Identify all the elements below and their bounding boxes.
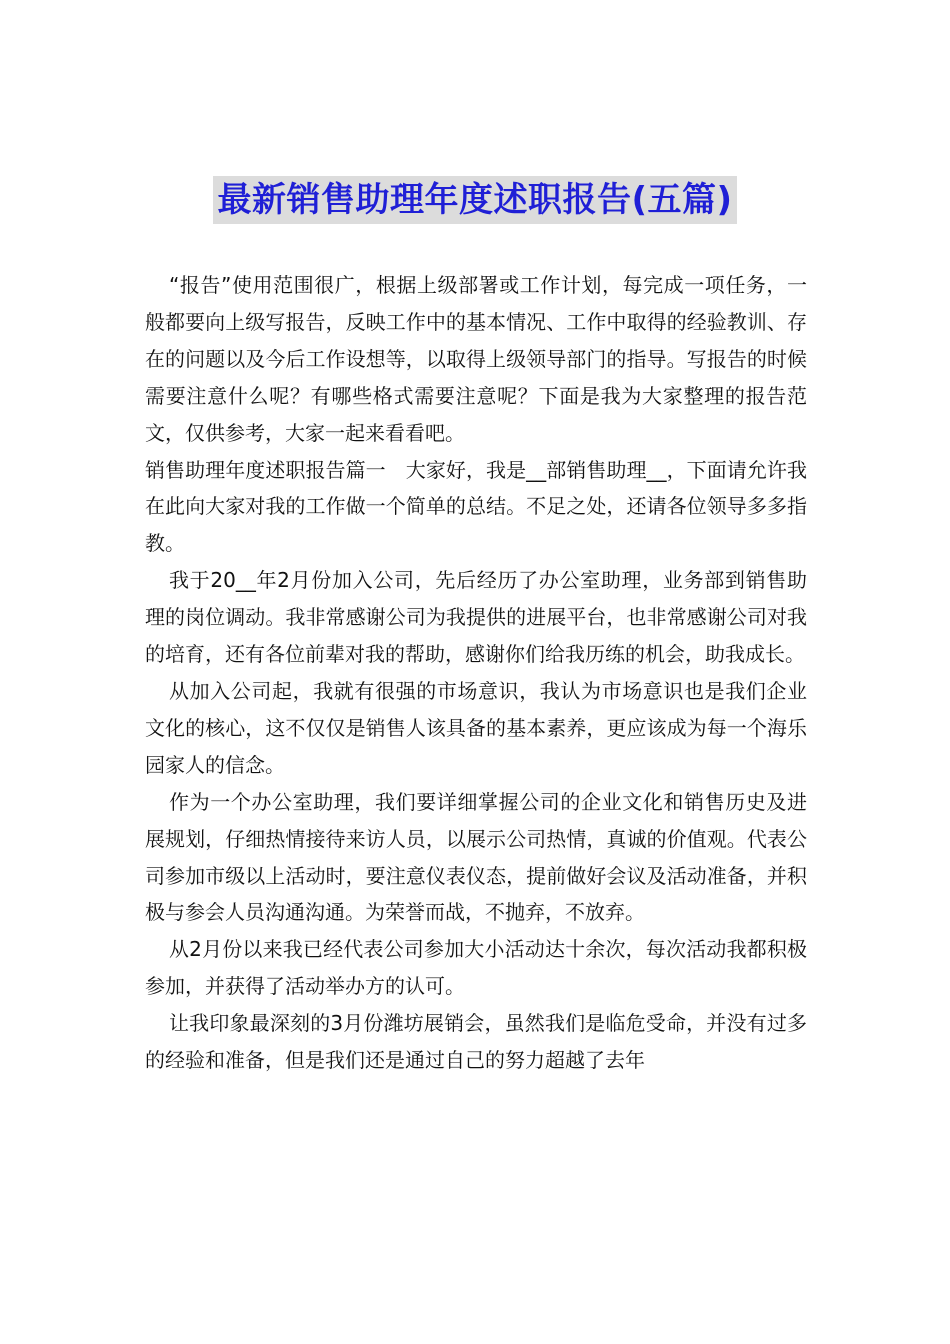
paragraph-intro: “报告”使用范围很广，根据上级部署或工作计划，每完成一项任务，一般都要向上级写报告，反映工作中的基本情况、工作中取得的经验教训、存在的问题以及今后工作设想等，以取得上级领导部门的指导。写报告的时候需要注意什么呢？有哪些格式需要注意呢？下面是我为大家整理的报告范文，仅供参考，大家一起来看看吧。	[145, 273, 807, 445]
paragraph-joining: 我于20__年2月份加入公司，先后经历了办公室助理，业务部到销售助理的岗位调动。我非常感谢公司为我提供的进展平台，也非常感谢公司对我的培育，还有各位前辈对我的帮助，感谢你们给我历练的机会，助我成长。	[145, 568, 807, 667]
paragraph-office-assistant: 作为一个办公室助理，我们要详细掌握公司的企业文化和销售历史及进展规划，仔细热情接待来访人员，以展示公司热情，真诚的价值观。代表公司参加市级以上活动时，要注意仪表仪态，提前做好会议及活动准备，并积极与参会人员沟通沟通。为荣誉而战，不抛弃，不放弃。	[145, 789, 807, 925]
paragraph-activities: 从2月份以来我已经代表公司参加大小活动达十余次，每次活动我都积极参加，并获得了活动举办方的认可。	[145, 937, 807, 999]
title-area	[0, 176, 950, 224]
paragraph-market-awareness: 从加入公司起，我就有很强的市场意识，我认为市场意识也是我们企业文化的核心，这不仅仅是销售人该具备的基本素养，更应该成为每一个海乐园家人的信念。	[145, 678, 807, 777]
document-title: 最新销售助理年度述职报告(五篇)	[213, 176, 736, 224]
paragraph-expo: 让我印象最深刻的3月份潍坊展销会，虽然我们是临危受命，并没有过多的经验和准备，但是我们还是通过自己的努力超越了去年	[145, 1011, 807, 1073]
document-body	[145, 267, 807, 1079]
paragraph-section-heading: 销售助理年度述职报告篇一 大家好，我是__部销售助理__，下面请允许我在此向大家对我的工作做一个简单的总结。不足之处，还请各位领导多多指教。	[145, 457, 807, 556]
